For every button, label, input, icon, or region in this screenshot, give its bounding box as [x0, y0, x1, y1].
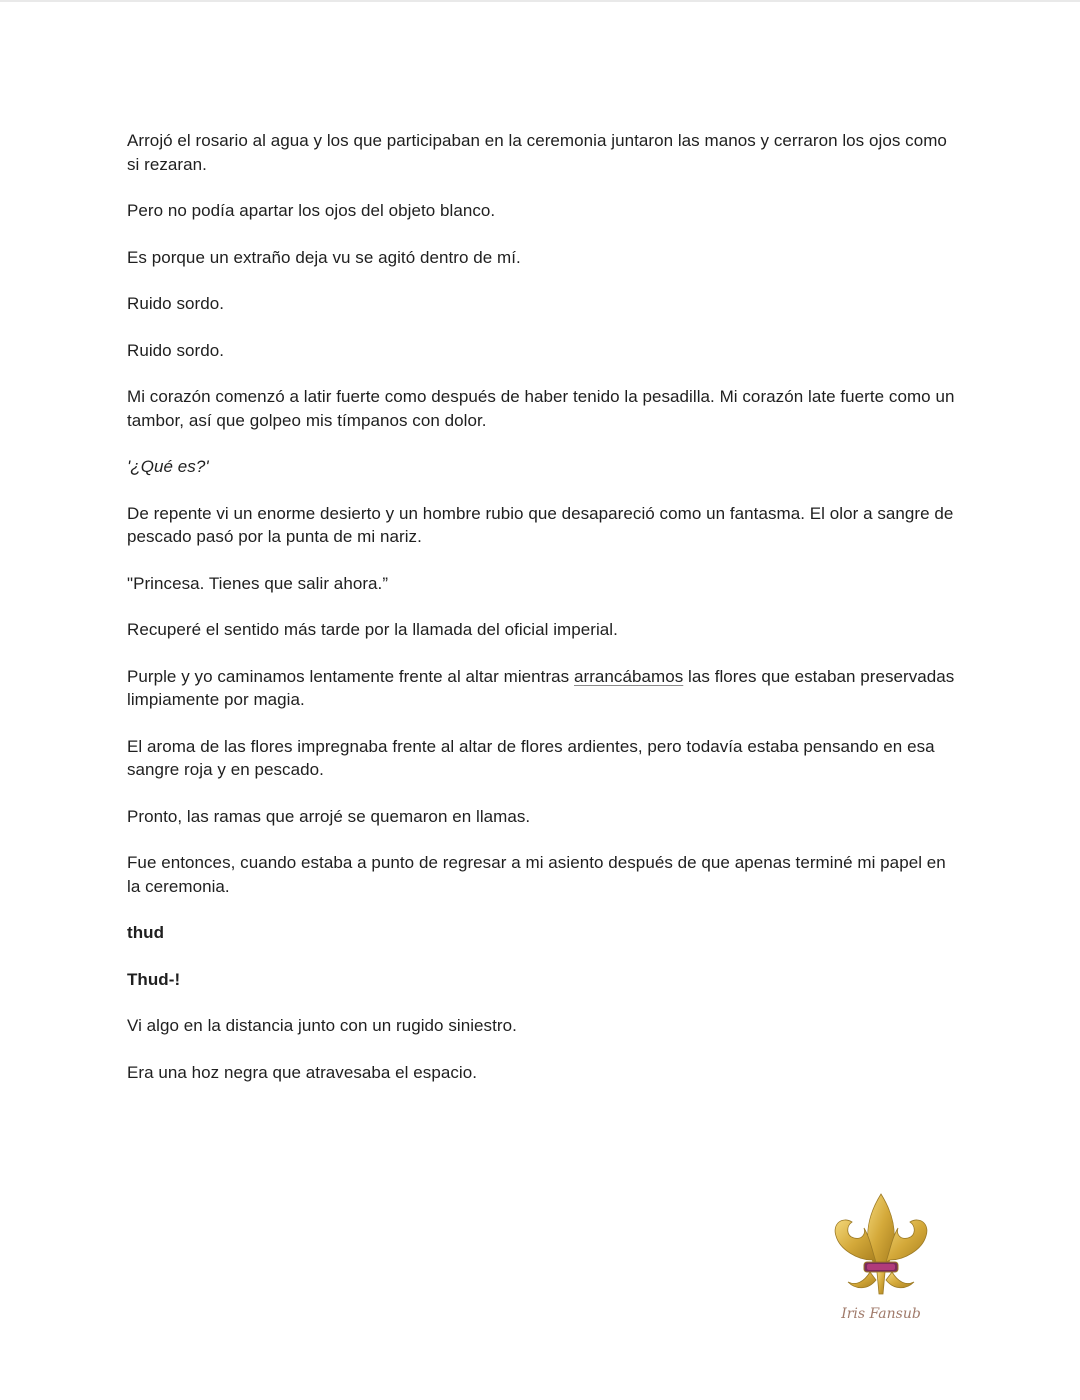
- top-divider: [0, 0, 1080, 2]
- underlined-word: arrancábamos: [574, 666, 684, 686]
- paragraph: Recuperé el sentido más tarde por la llamada del oficial imperial.: [127, 620, 618, 639]
- paragraph: El aroma de las flores impregnaba frente al altar de flores ardientes, pero todavía estaba pensando en esa sangre roja y en pescado.: [127, 736, 935, 779]
- watermark-text: Iris Fansub: [841, 1306, 921, 1322]
- paragraph: Mi corazón comenzó a latir fuerte como después de haber tenido la pesadilla. Mi corazón late fuerte como un tambor, así que golpeo mis tímpanos con dolor.: [127, 387, 955, 430]
- paragraph: Era una hoz negra que atravesaba el espacio.: [127, 1062, 477, 1082]
- sound-effect: Thud-!: [127, 969, 181, 989]
- paragraph: Fue entonces, cuando estaba a punto de regresar a mi asiento después de que apenas terminé mi papel en la ceremonia.: [127, 853, 946, 896]
- paragraph: Arrojó el rosario al agua y los que participaban en la ceremonia juntaron las manos y cerraron los ojos como si rezaran.: [127, 131, 947, 174]
- paragraph: Vi algo en la distancia junto con un rugido siniestro.: [127, 1016, 517, 1035]
- italic-thought: '¿Qué es?': [127, 457, 209, 476]
- paragraph: Pronto, las ramas que arrojé se quemaron en llamas.: [127, 806, 531, 826]
- paragraph-text: Purple y yo caminamos lentamente frente al altar mientras: [127, 666, 574, 686]
- paragraph: Es porque un extraño deja vu se agitó dentro de mí.: [127, 247, 521, 267]
- sound-effect: thud: [127, 923, 165, 942]
- paragraph: Pero no podía apartar los ojos del objeto blanco.: [127, 201, 496, 220]
- paragraph: Ruido sordo.: [127, 340, 224, 360]
- paragraph: [127, 665, 957, 712]
- watermark-logo: [826, 1190, 936, 1330]
- document-body: [127, 129, 957, 1107]
- gem-band: [867, 1264, 895, 1270]
- fleur-de-lis-icon: [826, 1190, 936, 1330]
- dialogue-paragraph: "Princesa. Tienes que salir ahora.”: [127, 573, 389, 593]
- paragraph: Ruido sordo.: [127, 294, 224, 313]
- paragraph: De repente vi un enorme desierto y un hombre rubio que desapareció como un fantasma. El olor a sangre de pescado pasó por la punta de mi nariz.: [127, 503, 954, 546]
- paragraph-text: las flores que estaban preservadas limpiamente por magia.: [127, 666, 955, 709]
